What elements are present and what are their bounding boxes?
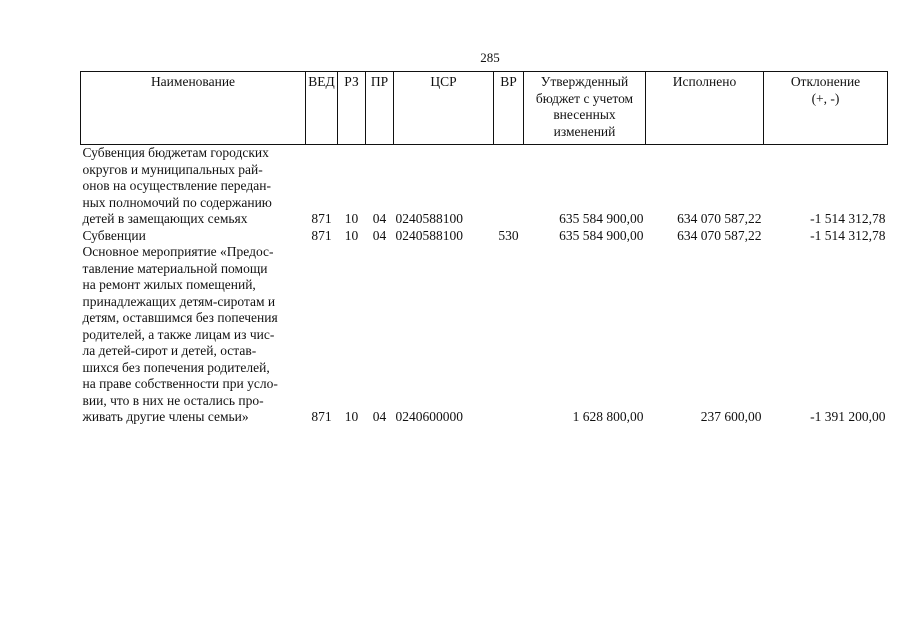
row-approved: 1 628 800,00 [572, 409, 644, 424]
row-ved: 871 [311, 409, 332, 424]
row-name-line: онов на осуществление передан- [82, 178, 271, 193]
header-ved: ВЕД [306, 72, 338, 145]
header-deviation-line: (+, -) [811, 90, 840, 106]
row-rz: 10 [344, 409, 359, 424]
header-approved-budget [524, 72, 646, 145]
row-name-line: ла детей-сирот и детей, остав- [82, 343, 257, 358]
row-ved: 871 [311, 211, 332, 226]
header-vr: ВР [494, 72, 524, 145]
row-name-line: детей в замещающих семьях [82, 211, 248, 226]
header-pr: ПР [366, 72, 394, 145]
header-deviation-line: Отклонение [790, 74, 861, 89]
row-name-line: на праве собственности при усло- [82, 376, 278, 391]
table-row [81, 244, 888, 426]
row-pr: 04 [372, 227, 387, 243]
row-vr: 530 [498, 227, 519, 243]
row-name-line: детям, оставшимся без попечения [82, 310, 278, 325]
table-row [81, 145, 888, 228]
row-name-line: родителей, а также лицам из чис- [82, 326, 275, 342]
row-name [81, 244, 306, 426]
row-name-line: Основное мероприятие «Предос- [82, 244, 274, 259]
row-executed: 634 070 587,22 [677, 227, 762, 243]
row-ved: 871 [311, 227, 332, 243]
row-csr: 0240588100 [395, 227, 463, 243]
table-header [81, 72, 888, 145]
header-approved-line: внесенных [553, 107, 616, 122]
row-deviation: -1 391 200,00 [810, 409, 886, 424]
row-name-line: Субвенция бюджетам городских [82, 145, 269, 160]
row-approved: 635 584 900,00 [559, 227, 644, 243]
header-approved-line: Утвержденный [540, 74, 629, 89]
row-name-line: ных полномочий по содержанию [82, 194, 272, 210]
row-executed: 237 600,00 [700, 409, 762, 424]
header-approved-line: изменений [553, 123, 616, 139]
row-name-line: шихся без попечения родителей, [82, 359, 270, 375]
row-name-line: округов и муниципальных рай- [82, 161, 263, 177]
header-approved-line: бюджет с учетом [535, 90, 634, 106]
row-deviation: -1 514 312,78 [810, 211, 886, 226]
row-name-line: вии, что в них не остались про- [82, 392, 264, 408]
row-approved: 635 584 900,00 [559, 211, 644, 226]
table-row [81, 228, 888, 245]
header-csr: ЦСР [394, 72, 494, 145]
row-vr [494, 244, 524, 426]
row-name [81, 228, 306, 245]
row-deviation: -1 514 312,78 [810, 227, 886, 243]
row-name-line: живать другие члены семьи» [82, 409, 249, 424]
header-rz: РЗ [338, 72, 366, 145]
row-rz: 10 [344, 227, 359, 243]
row-pr: 04 [372, 211, 387, 226]
row-rz: 10 [344, 211, 359, 226]
row-vr [494, 145, 524, 228]
row-executed: 634 070 587,22 [677, 211, 762, 226]
row-name-line: тавление материальной помощи [82, 260, 268, 276]
row-name [81, 145, 306, 228]
page-number: 285 [480, 50, 500, 65]
row-name-line: принадлежащих детям-сиротам и [82, 293, 276, 309]
header-deviation [764, 72, 888, 145]
row-name-line: на ремонт жилых помещений, [82, 277, 256, 292]
budget-execution-table [80, 71, 888, 426]
row-pr: 04 [372, 409, 387, 424]
header-executed: Исполнено [646, 72, 764, 145]
row-csr: 0240600000 [395, 409, 463, 424]
row-name-line: Субвенции [82, 227, 146, 243]
row-csr: 0240588100 [395, 211, 463, 226]
header-name: Наименование [81, 72, 306, 145]
